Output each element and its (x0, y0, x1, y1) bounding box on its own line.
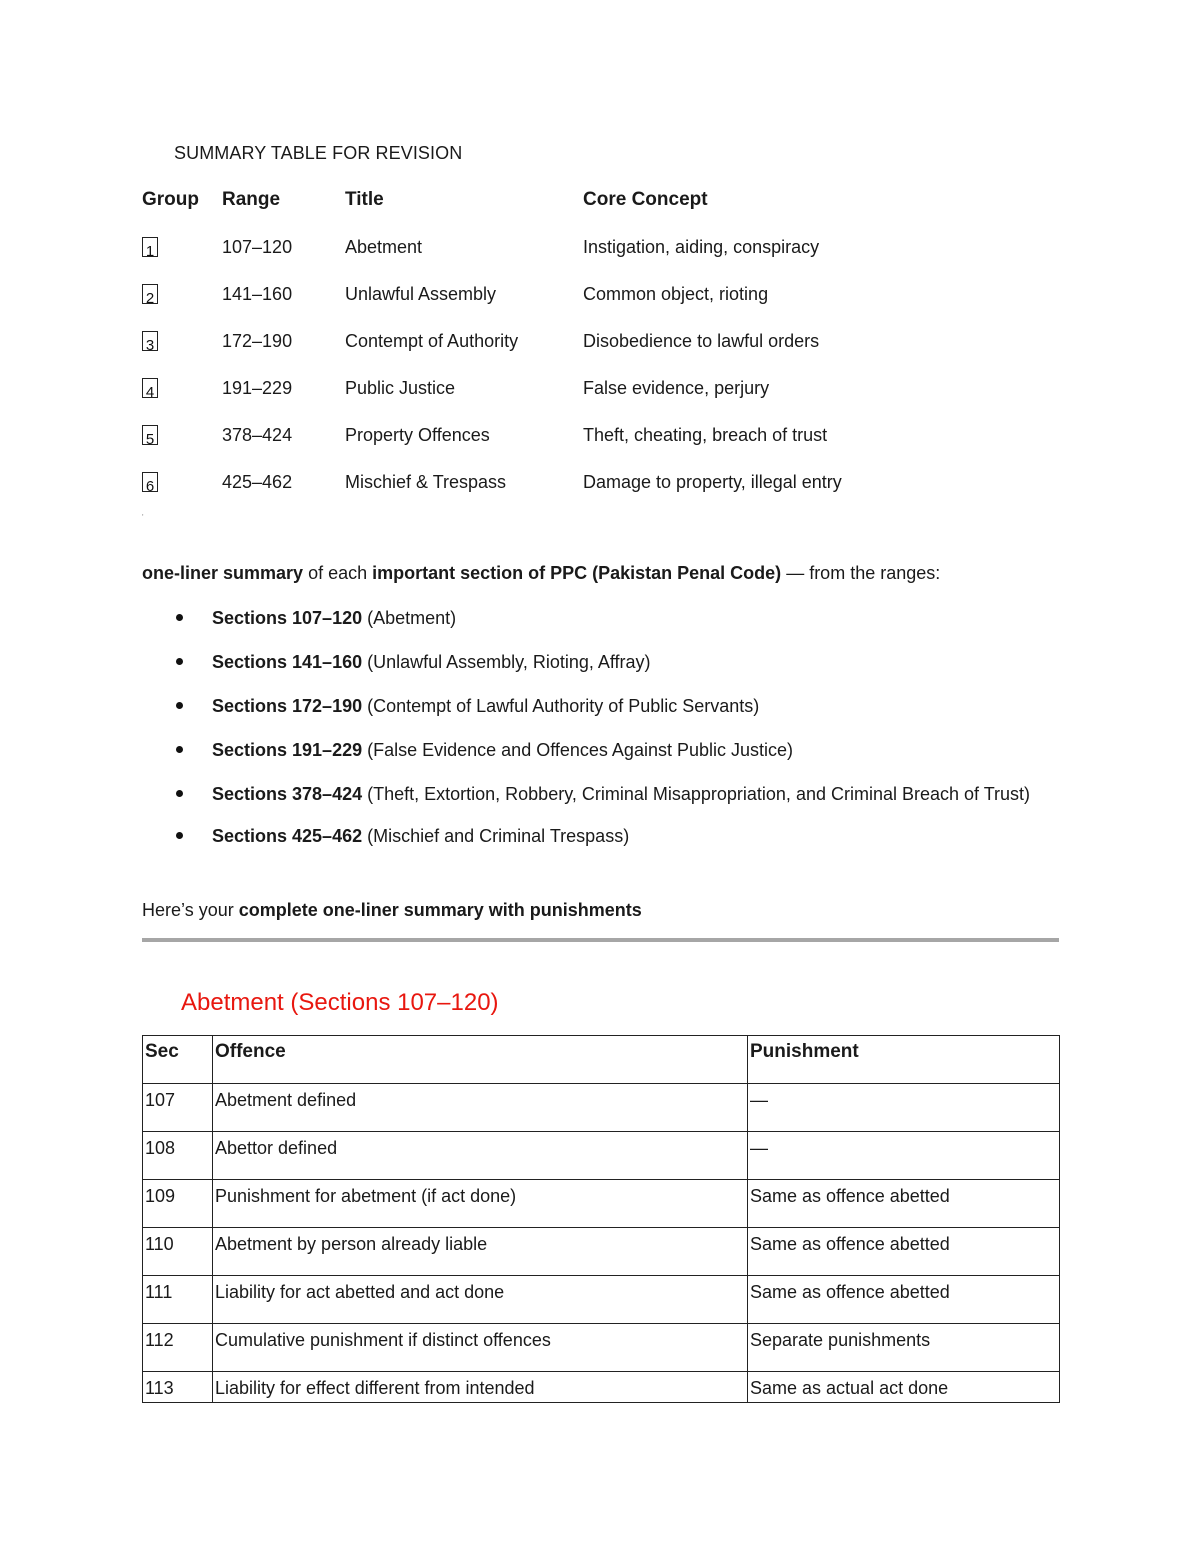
core-concept-cell: Disobedience to lawful orders (583, 331, 820, 351)
horizontal-rule (142, 938, 1059, 942)
list-item (174, 822, 1064, 850)
punishment-cell: Same as actual act done (748, 1372, 1060, 1403)
revision-summary-table (142, 186, 902, 515)
list-item (174, 648, 1064, 676)
header-offence: Offence (213, 1036, 748, 1084)
offence-cell: Cumulative punishment if distinct offences (213, 1324, 748, 1372)
revision-row (142, 468, 902, 515)
punishment-cell: Separate punishments (748, 1324, 1060, 1372)
section-range-list (174, 604, 1064, 866)
punishment-cell: — (748, 1084, 1060, 1132)
revision-row (142, 327, 902, 374)
intro-text-2: — from the ranges: (781, 563, 941, 583)
table-row (143, 1324, 1060, 1372)
punishment-cell: Same as offence abetted (748, 1276, 1060, 1324)
table-row (143, 1180, 1060, 1228)
title-cell: Contempt of Authority (345, 331, 519, 351)
range-cell: 107–120 (222, 237, 293, 257)
list-item-text: (Mischief and Criminal Trespass) (362, 826, 630, 846)
offence-cell: Abettor defined (213, 1132, 748, 1180)
group-number-box: 6 (142, 472, 158, 492)
core-concept-cell: Common object, rioting (583, 284, 769, 304)
list-item-bold: Sections 141–160 (212, 652, 363, 672)
range-cell: 172–190 (222, 331, 293, 351)
range-cell: 191–229 (222, 378, 293, 398)
here-text: Here’s your (142, 900, 239, 920)
abetment-table-header (143, 1036, 1060, 1084)
list-item (174, 604, 1064, 632)
header-title: Title (345, 189, 384, 210)
group-number-box: 3 (142, 331, 158, 351)
list-item-bold: Sections 172–190 (212, 696, 363, 716)
revision-table-header (142, 186, 902, 233)
intro-bold-1: one-liner summary (142, 563, 304, 583)
core-concept-cell: False evidence, perjury (583, 378, 770, 398)
intro-bold-2: important section of PPC (Pakistan Penal Code) (372, 563, 782, 583)
header-group: Group (142, 189, 199, 210)
punishment-cell: Same as offence abetted (748, 1228, 1060, 1276)
revision-row (142, 374, 902, 421)
revision-row (142, 280, 902, 327)
group-number-box: 1 (142, 237, 158, 257)
list-item (174, 780, 1064, 808)
list-item (174, 736, 1064, 764)
header-core-concept: Core Concept (583, 189, 708, 210)
list-item-bold: Sections 107–120 (212, 608, 363, 628)
sec-cell: 110 (143, 1228, 213, 1276)
summary-intro-line (142, 896, 642, 924)
group-number-box: 4 (142, 378, 158, 398)
header-punishment: Punishment (748, 1036, 1060, 1084)
core-concept-cell: Theft, cheating, breach of trust (583, 425, 828, 445)
list-item (174, 692, 1064, 720)
abetment-heading: Abetment (Sections 107–120) (181, 989, 499, 1016)
list-item-bold: Sections 378–424 (212, 784, 363, 804)
table-row (143, 1228, 1060, 1276)
table-row (143, 1372, 1060, 1403)
list-item-bold: Sections 425–462 (212, 826, 363, 846)
title-cell: Unlawful Assembly (345, 284, 497, 304)
offence-cell: Abetment by person already liable (213, 1228, 748, 1276)
offence-cell: Punishment for abetment (if act done) (213, 1180, 748, 1228)
revision-row (142, 421, 902, 468)
title-cell: Property Offences (345, 425, 490, 445)
table-row (143, 1084, 1060, 1132)
sec-cell: 112 (143, 1324, 213, 1372)
header-sec: Sec (143, 1036, 213, 1084)
range-cell: 378–424 (222, 425, 293, 445)
sec-cell: 109 (143, 1180, 213, 1228)
range-cell: 141–160 (222, 284, 293, 304)
list-item-text: (Contempt of Lawful Authority of Public Servants) (362, 696, 760, 716)
list-item-text: (False Evidence and Offences Against Public Justice) (362, 740, 794, 760)
title-cell: Mischief & Trespass (345, 472, 507, 492)
punishment-cell: Same as offence abetted (748, 1180, 1060, 1228)
punishment-cell: — (748, 1132, 1060, 1180)
offence-cell: Abetment defined (213, 1084, 748, 1132)
sec-cell: 113 (143, 1372, 213, 1403)
list-item-text: (Unlawful Assembly, Rioting, Affray) (362, 652, 651, 672)
summary-title: SUMMARY TABLE FOR REVISION (174, 143, 463, 163)
offence-cell: Liability for effect different from intended (213, 1372, 748, 1403)
header-range: Range (222, 189, 281, 210)
range-cell: 425–462 (222, 472, 293, 492)
sec-cell: 111 (143, 1276, 213, 1324)
sec-cell: 107 (143, 1084, 213, 1132)
stray-mark: ' (142, 513, 144, 522)
core-concept-cell: Damage to property, illegal entry (583, 472, 842, 492)
abetment-table (142, 1035, 1060, 1403)
group-number-box: 2 (142, 284, 158, 304)
sec-cell: 108 (143, 1132, 213, 1180)
list-item-text: (Theft, Extortion, Robbery, Criminal Misappropriation, and Criminal Breach of Trust) (362, 784, 1031, 804)
table-row (143, 1132, 1060, 1180)
intro-paragraph (142, 560, 940, 586)
group-number-box: 5 (142, 425, 158, 445)
revision-row (142, 233, 902, 280)
here-bold: complete one-liner summary with punishments (238, 900, 642, 920)
table-row (143, 1276, 1060, 1324)
core-concept-cell: Instigation, aiding, conspiracy (583, 237, 820, 257)
list-item-bold: Sections 191–229 (212, 740, 363, 760)
offence-cell: Liability for act abetted and act done (213, 1276, 748, 1324)
intro-text-1: of each (303, 563, 373, 583)
title-cell: Abetment (345, 237, 423, 257)
title-cell: Public Justice (345, 378, 456, 398)
list-item-text: (Abetment) (362, 608, 457, 628)
